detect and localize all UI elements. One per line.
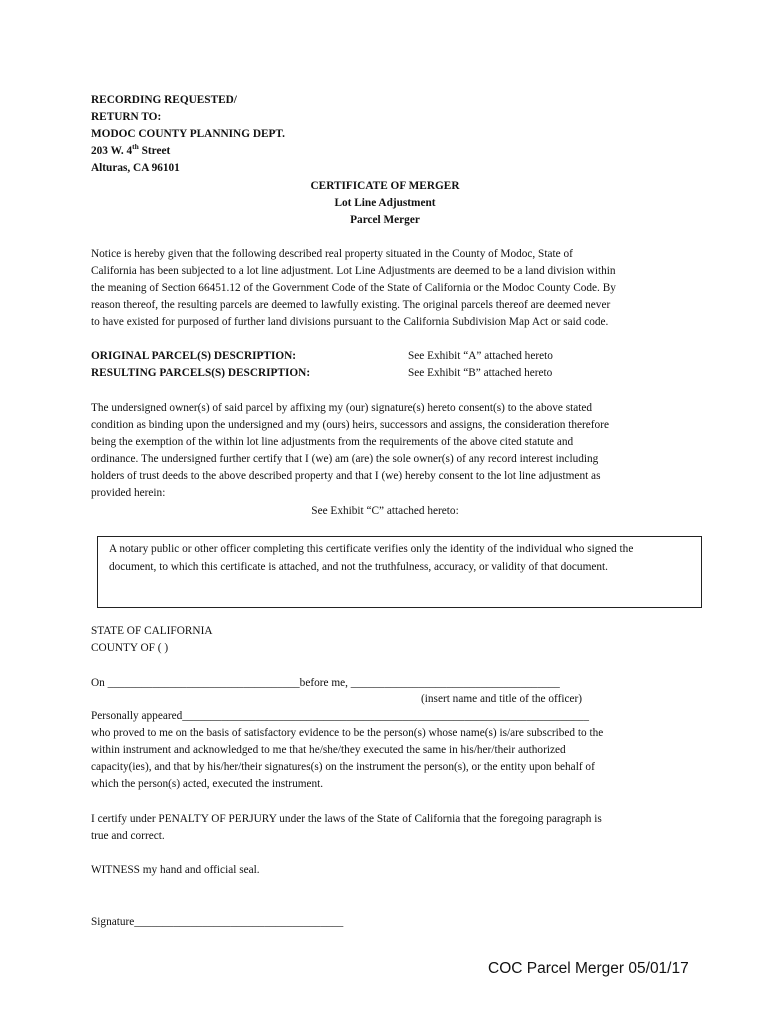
footer-form-id: COC Parcel Merger 05/01/17 [488,960,689,977]
exhibit-c-reference: See Exhibit “C” attached hereto: [311,505,459,517]
return-to-line: RETURN TO: [91,111,162,123]
venue-state: STATE OF CALIFORNIA [91,625,213,637]
consent-line: The undersigned owner(s) of said parcel by affixing my (our) signature(s) hereto consent(s) to the above stated [91,402,593,414]
perjury-line: I certify under PENALTY OF PERJURY under the laws of the State of California that the foregoing paragraph is [91,813,602,825]
document-title: CERTIFICATE OF MERGER [310,180,460,192]
city-state-zip-line: Alturas, CA 96101 [91,162,180,174]
street-ordinal: th [132,142,139,152]
notice-line: California has been subjected to a lot line adjustment. Lot Line Adjustments are deemed to be a land division within [91,265,616,277]
street-address-line [91,143,170,160]
personally-appeared-blank-line: Personally appeared________________________________________________________________________ [91,710,589,722]
notice-line: Notice is hereby given that the following described real property situated in the County of Modoc, State of [91,248,573,260]
acknowledgment-line: within instrument and acknowledged to me that he/she/they executed the same in his/her/their authorized [91,744,566,756]
notice-line: to have existed for purposed of further land divisions pursuant to the California Subdivision Map Act or said code. [91,316,609,328]
acknowledgment-line: capacity(ies), and that by his/her/their signatures(s) on the instrument the person(s), or the entity upon behalf of [91,761,595,773]
recording-requested-line: RECORDING REQUESTED/ [91,94,237,106]
acknowledgment-line: which the person(s) acted, executed the instrument. [91,778,324,790]
resulting-parcel-label: RESULTING PARCELS(S) DESCRIPTION: [91,367,311,379]
original-parcel-label: ORIGINAL PARCEL(S) DESCRIPTION: [91,350,297,362]
signature-blank-line: Signature_____________________________________ [91,916,344,928]
subtitle-lot-line: Lot Line Adjustment [334,197,436,209]
consent-line: holders of trust deeds to the above described property and that I (we) hereby consent to the lot line adjustment as [91,470,601,482]
perjury-paragraph [91,811,602,845]
consent-line: condition as binding upon the undersigned and my (ours) heirs, successors and assigns, the consideration therefore [91,419,609,431]
consent-line: provided herein: [91,487,166,499]
officer-title-note: (insert name and title of the officer) [421,693,583,705]
street-name: Street [138,145,171,157]
witness-statement: WITNESS my hand and official seal. [91,864,260,876]
acknowledgment-paragraph [91,725,603,793]
date-officer-blank-line: On __________________________________before me, _____________________________________ [91,677,560,689]
venue-county: COUNTY OF ( ) [91,642,169,654]
acknowledgment-line: who proved to me on the basis of satisfactory evidence to be the person(s) whose name(s) is/are subscribed to the [91,727,604,739]
notary-disclaimer-line: A notary public or other officer completing this certificate verifies only the identity of the individual who signed the [109,543,634,555]
notice-paragraph [91,246,616,331]
consent-paragraph [91,400,609,502]
notice-line: reason thereof, the resulting parcels are deemed to lawfully existing. The original parcels thereof are deemed never [91,299,611,311]
consent-line: being the exemption of the within lot line adjustments from the requirements of the above cited statute and [91,436,574,448]
resulting-parcel-value: See Exhibit “B” attached hereto [408,367,553,379]
dept-name-line: MODOC COUNTY PLANNING DEPT. [91,128,285,140]
notice-line: the meaning of Section 66451.12 of the Government Code of the State of California or the Modoc County Code. By [91,282,616,294]
perjury-line: true and correct. [91,830,165,842]
notary-disclaimer-box [97,536,702,608]
street-number: 203 W. 4 [91,145,133,157]
consent-line: ordinance. The undersigned further certify that I (we) am (are) the sole owner(s) of any record interest including [91,453,599,465]
subtitle-parcel-merger: Parcel Merger [350,214,420,226]
original-parcel-value: See Exhibit “A” attached hereto [408,350,553,362]
notary-disclaimer-line: document, to which this certificate is attached, and not the truthfulness, accuracy, or validity of that document. [109,561,608,573]
